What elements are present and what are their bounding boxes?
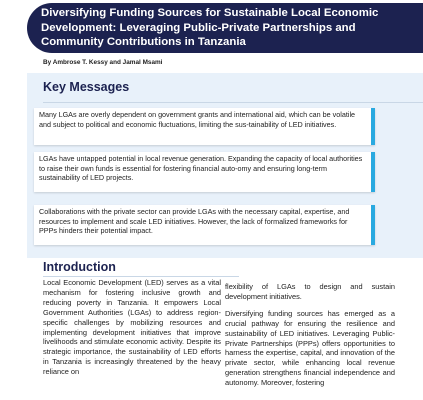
key-message-card: Many LGAs are overly dependent on government grants and international aid, which can be volatile and subject to political and economic fluctuations, limiting the sus-tainability of LED initiatives. (34, 108, 375, 145)
introduction-left-column (43, 278, 221, 384)
key-message-card: Collaborations with the private sector can provide LGAs with the necessary capital, expertise, and resources to implement and scale LED initiatives. However, the lack of formalized frameworks for PPPs hinders their potential impact. (34, 205, 375, 245)
key-messages-heading: Key Messages (43, 80, 130, 94)
body-paragraph: Local Economic Development (LED) serves as a vital mechanism for fostering inclusive growth and reducing poverty in Tanzania. It empowers Local Government Authorities (LGAs) to address region-specific challenges by mobilizing resources and implementing development initiatives that improve livelihoods and stimulate economic activity. Despite its strategic importance, the sustainability of LED efforts in Tanzania is increasingly threatened by the heavy reliance on (43, 278, 221, 377)
key-messages-divider (43, 102, 423, 103)
document-title: Diversifying Funding Sources for Sustainable Local Economic Development: Leveraging Public-Private Partnerships and Community Contributions in Tanzania (41, 7, 379, 49)
introduction-divider (43, 276, 239, 277)
introduction-heading: Introduction (43, 260, 116, 274)
body-paragraph: Diversifying funding sources has emerged as a crucial pathway for ensuring the resilience and sustainability of LED initiatives. Leveraging Public-Private Partnerships (PPPs) offers opportunities to harness the expertise, capital, and innovation of the private sector, while enhancing local revenue generation strengthens financial independence and autonomy. Moreover, fostering (225, 308, 395, 388)
introduction-right-column (225, 282, 395, 395)
key-message-card: LGAs have untapped potential in local revenue generation. Expanding the capacity of local authorities to raise their own funds is essential for fostering financial auto-omy and ensuring long-term sustainability of LED projects. (34, 152, 375, 192)
authors-line: By Ambrose T. Kessy and Jamal Msami (43, 59, 163, 66)
body-paragraph: flexibility of LGAs to design and sustain development initiatives. (225, 282, 395, 301)
